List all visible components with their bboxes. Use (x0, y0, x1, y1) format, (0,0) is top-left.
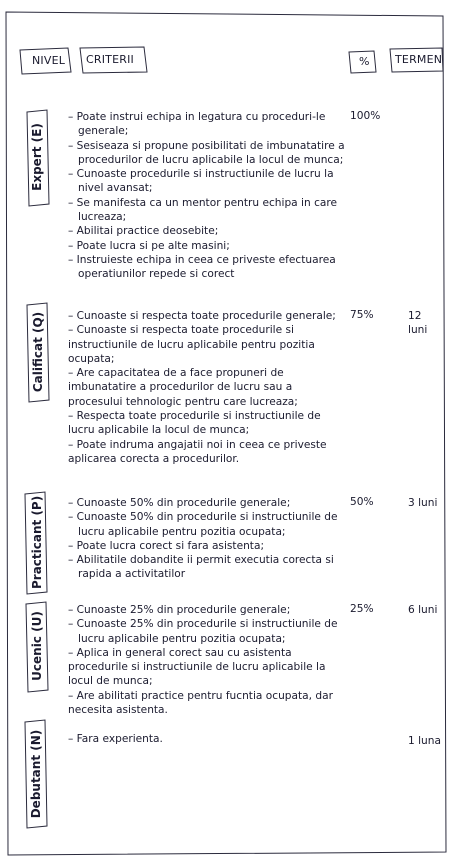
percent-ucenic: 25% (350, 603, 374, 615)
criteria-item: – Poate indruma angajatii noi in ceea ce priveste aplicarea corecta a procedurilor. (68, 438, 327, 465)
criteria-item: – Poate instrui echipa in legatura cu proceduri-le generale; (68, 111, 326, 138)
header-termen: TERMEN (395, 53, 442, 66)
term-calificat: 12 luni (408, 310, 428, 337)
criteria-list-calificat (68, 309, 350, 466)
criteria-item: – Cunoaste 50% din procedurile si instructiunile de lucru aplicabile pentru pozitia ocupata; (68, 511, 338, 538)
criteria-list-practicant (68, 496, 350, 582)
criteria-item: – Cunoaste 50% din procedurile generale; (68, 497, 291, 509)
percent-calificat: 75% (350, 309, 374, 321)
criteria-item: – Abilitatile dobandite ii permit executia corecta si rapida a activitatilor (68, 554, 334, 581)
header-criterii: CRITERII (86, 53, 134, 66)
criteria-item: – Cunoaste si respecta toate procedurile si instructiunile de lucru aplicabile pentru pozitia ocupata; (68, 324, 315, 365)
criteria-item: – Abilitai practice deosebite; (68, 225, 219, 238)
criteria-list-debutant (68, 732, 350, 746)
percent-expert: 100% (350, 110, 381, 122)
criteria-item: – Cunoaste 25% din procedurile si instructiunile de lucru aplicabile pentru pozitia ocupata; (68, 618, 338, 645)
criteria-list-ucenic (68, 603, 350, 717)
header-nivel: NIVEL (32, 54, 66, 67)
level-label-expert: Expert (E) (30, 123, 44, 191)
header-percent: % (359, 55, 370, 68)
criteria-item: – Cunoaste 25% din procedurile generale; (68, 604, 291, 616)
level-label-practicant: Practicant (P) (30, 495, 44, 589)
criteria-item: – Are abilitati practice pentru fucntia ocupata, dar necesita asistenta. (68, 689, 333, 717)
criteria-item: – Aplica in general corect sau cu asistenta procedurile si instructiunile de lucru aplicabile la locul de munca; (68, 646, 326, 688)
percent-practicant: 50% (350, 496, 374, 508)
criteria-item: – Se manifesta ca un mentor pentru echipa in care lucreaza; (68, 196, 338, 224)
criteria-item: – Cunoaste si respecta toate procedurile generale; (68, 310, 336, 322)
criteria-item: – Fara experienta. (68, 733, 163, 745)
criteria-item: – Poate lucra corect si fara asistenta; (68, 539, 265, 552)
level-label-debutant: Debutant (N) (29, 729, 43, 819)
term-ucenic: 6 luni (408, 604, 438, 616)
term-debutant: 1 luna (408, 735, 441, 747)
criteria-item: – Poate lucra si pe alte masini; (68, 239, 230, 252)
level-label-ucenic: Ucenic (U) (30, 611, 44, 681)
criteria-item: – Are capacitatea de a face propuneri de imbunatatire a procedurilor de lucru sau a procesului tehnologic pentru care lucreaza; (68, 367, 298, 408)
level-label-calificat: Calificat (Q) (31, 311, 45, 393)
term-practicant: 3 luni (408, 497, 438, 509)
criteria-item: – Respecta toate procedurile si instructiunile de lucru aplicabile la locul de munca; (68, 410, 321, 437)
criteria-item: – Cunoaste procedurile si instructiunile de lucru la nivel avansat; (68, 168, 334, 195)
criteria-item: – Instruieste echipa in ceea ce priveste efectuarea operatiunilor repede si corect (68, 253, 336, 281)
criteria-item: – Sesiseaza si propune posibilitati de imbunatatire a procedurilor de lucru aplicabile la locul de munca; (68, 139, 345, 166)
criteria-list-expert (68, 110, 350, 282)
